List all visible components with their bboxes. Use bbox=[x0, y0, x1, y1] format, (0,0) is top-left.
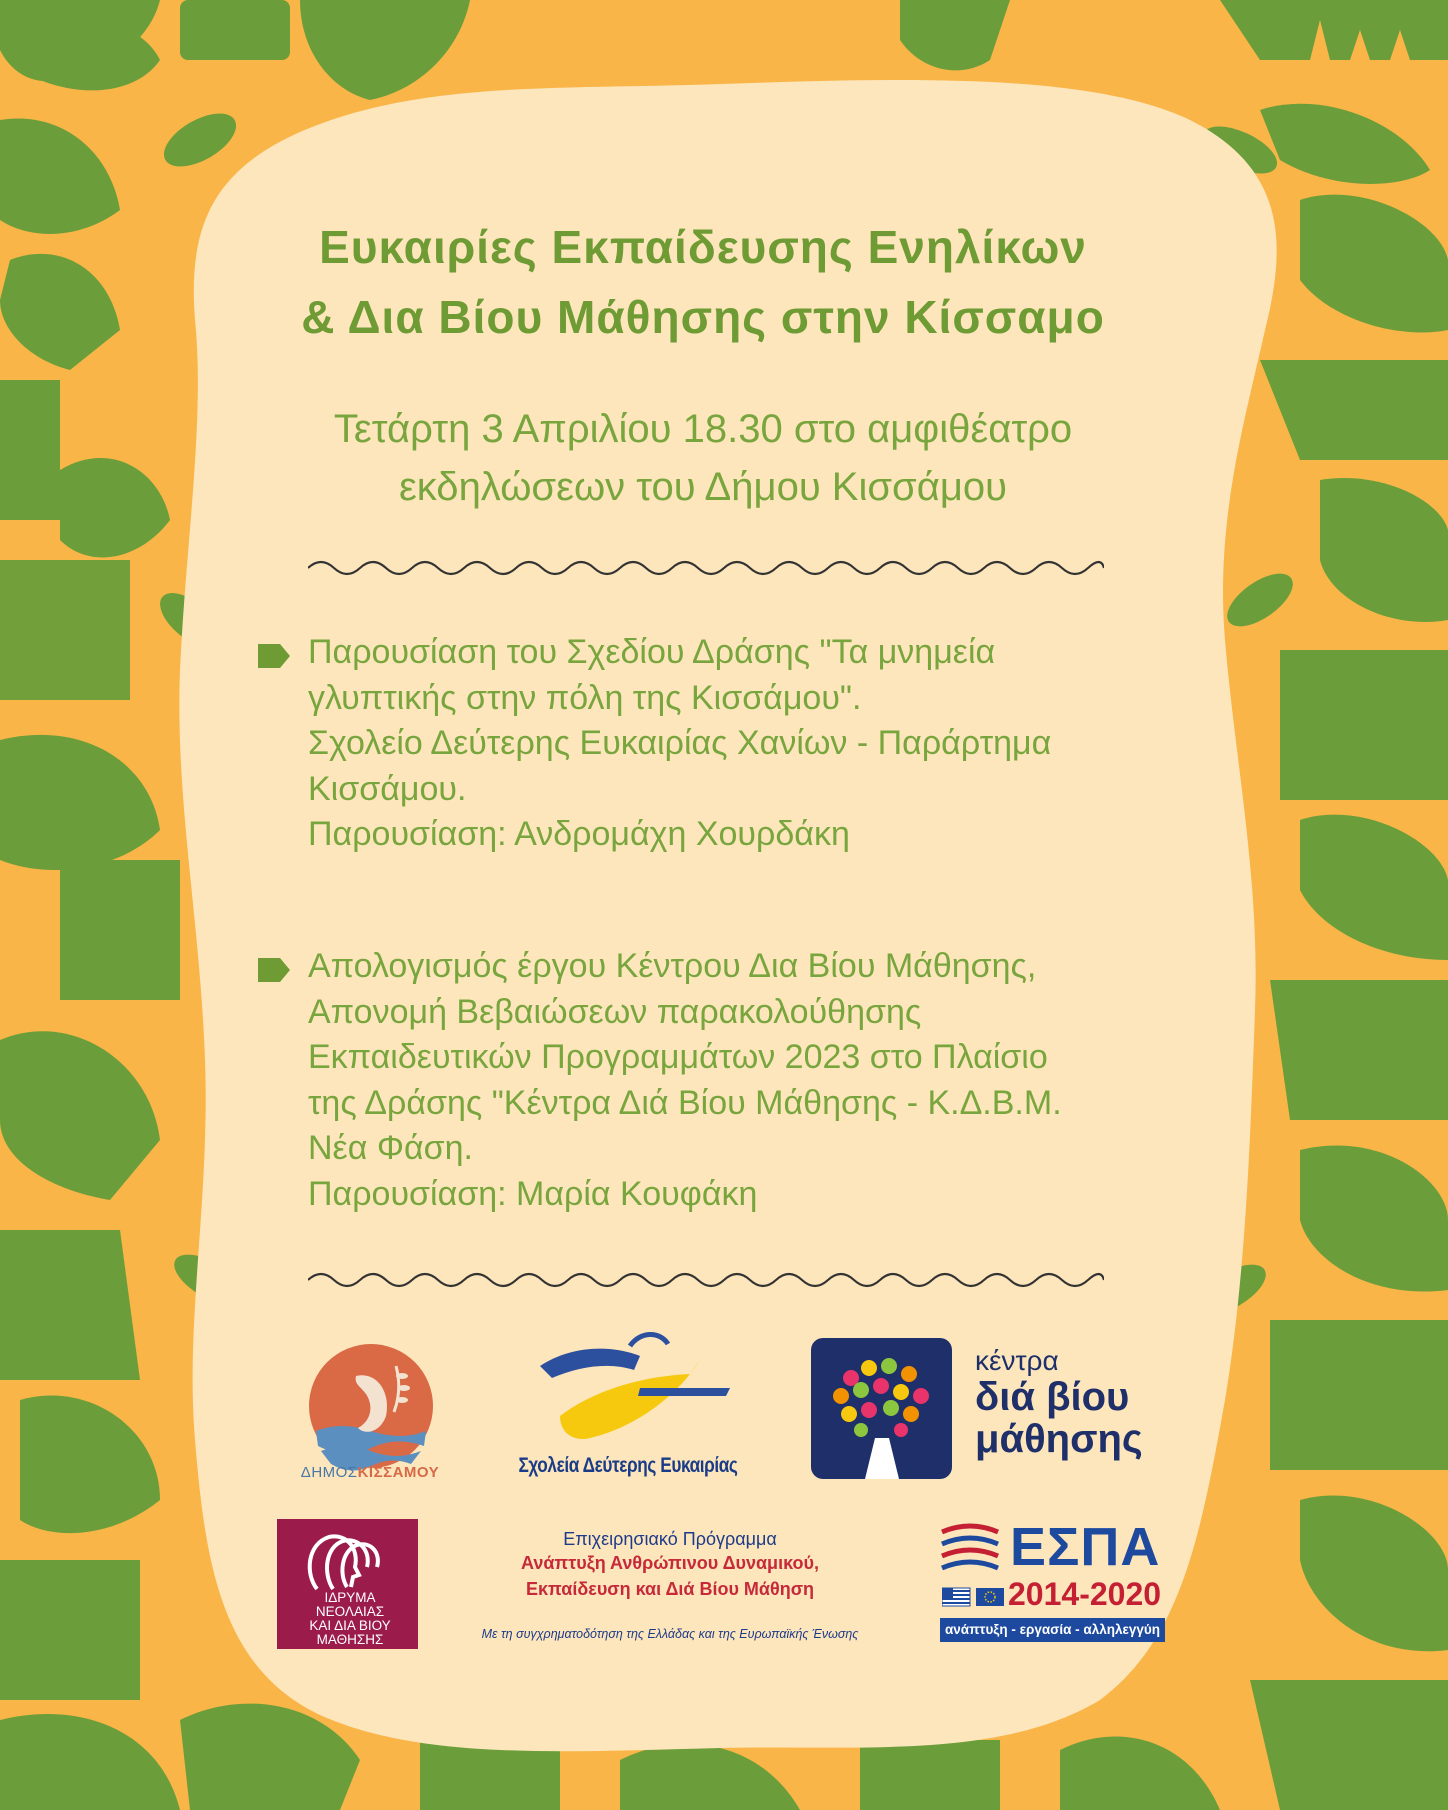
inedivim-line-1: ΙΔΡΥΜΑ bbox=[324, 1590, 376, 1605]
arrow-bullet-icon bbox=[256, 642, 292, 670]
co-funding-note: Με τη συγχρηματοδότηση της Ελλάδας και της Ευρωπαϊκής Ένωσης bbox=[481, 1627, 859, 1641]
agenda-item-1-line: Σχολείο Δεύτερης Ευκαιρίας Χανίων - Παράρτημα bbox=[308, 724, 1052, 762]
kissamos-prefix: ΔΗΜΟΣ bbox=[300, 1464, 358, 1481]
inedivim-line-3: ΚΑΙ ΔΙΑ ΒΙΟΥ bbox=[309, 1618, 391, 1633]
kdbm-line-3: μάθησης bbox=[975, 1417, 1143, 1461]
espa-motto: ανάπτυξη - εργασία - αλληλεγγύη bbox=[940, 1618, 1165, 1642]
lifelong-learning-centers-text bbox=[975, 1346, 1143, 1460]
op-programme-line-3: Εκπαίδευση και Διά Βίου Μάθηση bbox=[525, 1579, 815, 1599]
wave-divider-top bbox=[308, 556, 1104, 580]
youth-lifelong-learning-foundation-logo bbox=[277, 1519, 418, 1649]
agenda-item-2-line: Απολογισμός έργου Κέντρου Δια Βίου Μάθησης, bbox=[308, 947, 1037, 985]
kissamos-logo-text bbox=[270, 1464, 470, 1481]
event-line-2: εκδηλώσεων του Δήμου Κισσάμου bbox=[398, 465, 1008, 509]
tree-icon bbox=[811, 1338, 952, 1479]
event-line-1: Τετάρτη 3 Απριλίου 18.30 στο αμφιθέατρο bbox=[333, 407, 1073, 451]
inedivim-line-2: ΝΕΟΛΑΙΑΣ bbox=[315, 1604, 385, 1619]
profile-heads-icon bbox=[277, 1519, 418, 1599]
inedivim-line-4: ΜΑΘΗΣΗΣ bbox=[316, 1632, 384, 1647]
agenda-item-1-line: Παρουσίαση: Ανδρομάχη Χουρδάκη bbox=[308, 815, 850, 853]
agenda-item-1-line: Κισσάμου. bbox=[308, 769, 467, 808]
title-line-2: & Δια Βίου Μάθησης στην Κίσσαμο bbox=[301, 291, 1105, 343]
kdbm-line-1: κέντρα bbox=[975, 1345, 1059, 1376]
inedivim-text bbox=[285, 1591, 415, 1647]
espa-years: 2014-2020 bbox=[1008, 1576, 1162, 1612]
agenda-item-2-line: Παρουσίαση: Μαρία Κουφάκη bbox=[308, 1174, 758, 1213]
title-line-1: Ευκαιρίες Εκπαίδευσης Ενηλίκων bbox=[319, 221, 1087, 273]
second-chance-schools-logo bbox=[530, 1326, 730, 1456]
event-details bbox=[180, 400, 1226, 516]
op-programme-line-2: Ανάπτυξη Ανθρώπινου Δυναμικού, bbox=[521, 1553, 819, 1573]
arrow-bullet-icon bbox=[256, 956, 292, 984]
agenda-item-2-line: της Δράσης "Κέντρα Διά Βίου Μάθησης - Κ.Δ.Β.Μ. bbox=[308, 1083, 1062, 1122]
kdbm-line-2: διά βίου bbox=[975, 1375, 1130, 1419]
espa-title: ΕΣΠΑ bbox=[1010, 1517, 1161, 1577]
lifelong-learning-tree-logo bbox=[811, 1338, 952, 1479]
espa-logo bbox=[940, 1517, 1165, 1645]
second-chance-schools-text: Σχολεία Δεύτερης Ευκαιρίας bbox=[518, 1454, 738, 1477]
agenda-item-1-line: γλυπτικής στην πόλη της Κισσάμου". bbox=[308, 678, 862, 717]
kissamos-name: ΚΙΣΣΑΜΟΥ bbox=[357, 1464, 440, 1481]
agenda-item-1-text bbox=[308, 630, 1248, 858]
agenda-item-2-line: Νέα Φάση. bbox=[308, 1129, 473, 1167]
wave-divider-bottom bbox=[308, 1268, 1104, 1292]
poster-title bbox=[180, 212, 1226, 352]
agenda-item-2-text bbox=[308, 944, 1248, 1217]
agenda-item-1-line: Παρουσίαση του Σχεδίου Δράσης "Τα μνημεία bbox=[308, 633, 996, 671]
greece-eu-flags-icon bbox=[942, 1586, 1006, 1608]
agenda-item-2-line: Απονομή Βεβαιώσεων παρακολούθησης bbox=[308, 992, 922, 1031]
op-programme-line-1: Επιχειρησιακό Πρόγραμμα bbox=[563, 1529, 777, 1549]
agenda-item-2-line: Εκπαιδευτικών Προγραμμάτων 2023 στο Πλαίσιο bbox=[308, 1038, 1048, 1076]
espa-swoosh-icon bbox=[940, 1520, 1000, 1580]
